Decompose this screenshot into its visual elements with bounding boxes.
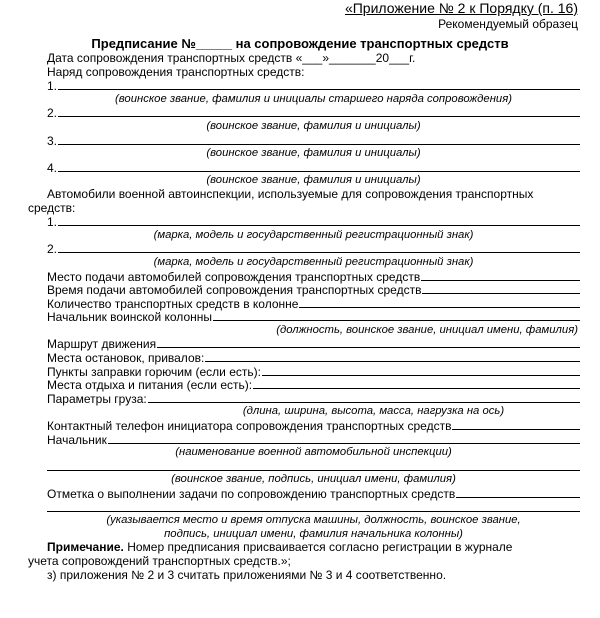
blank-line: [456, 487, 580, 498]
note-label: Примечание.: [47, 540, 124, 555]
mark-blank: [47, 501, 580, 515]
route-field: Маршрут движения: [47, 337, 580, 351]
sign-blank: [47, 460, 580, 474]
vehicles-label-line2: средств:: [28, 200, 76, 215]
note-line1: Примечание. Номер предписания присваивается согласно регистрации в журнале: [47, 540, 513, 555]
vehicles-label-line1: Автомобили военной автоинспекции, используемые для сопровождения транспортных: [47, 186, 534, 201]
blank-line: [205, 351, 580, 362]
cargo-caption: (длина, ширина, высота, масса, нагрузка на ось): [242, 405, 505, 418]
sign-caption: (воинское звание, подпись, инициал имени, фамилия): [171, 473, 456, 486]
stops-field: Места остановок, привалов:: [47, 351, 580, 365]
blank-line: [213, 310, 580, 321]
blank-line: [148, 392, 580, 403]
vehicle-caption-1: (марка, модель и государственный регистрационный знак): [153, 228, 474, 241]
fuel-field: Пункты заправки горючим (если есть):: [47, 365, 580, 379]
note-line2: учета сопровождений транспортных средств.»;: [28, 553, 291, 568]
head-field: Начальник: [47, 433, 580, 447]
escort-label: Наряд сопровождения транспортных средств:: [47, 64, 305, 79]
mark-caption-1: (указывается место и время отпуска машины, должность, воинское звание,: [106, 514, 521, 527]
blank-line: [253, 378, 580, 389]
footer-line: з) приложения № 2 и 3 считать приложениями № 3 и 4 соответственно.: [47, 567, 447, 582]
blank-line: [157, 337, 580, 348]
vehicle-item-2: 2.: [47, 242, 580, 256]
mark-caption-2: подпись, инициал имени, фамилия начальника колонны): [164, 527, 463, 540]
blank-line: [58, 242, 580, 253]
blank-line: [299, 297, 580, 308]
blank-line: [452, 419, 580, 430]
mark-field: Отметка о выполнении задачи по сопровождению транспортных средств: [47, 487, 580, 501]
blank-line: [58, 134, 580, 145]
blank-line: [58, 79, 580, 90]
form-body: [28, 51, 580, 582]
escort-caption-4: (воинское звание, фамилия и инициалы): [206, 174, 421, 187]
date-line: Дата сопровождения транспортных средств «___»_______20___г.: [47, 51, 416, 65]
blank-line: [58, 106, 580, 117]
place-field: Место подачи автомобилей сопровождения транспортных средств: [47, 270, 580, 284]
blank-line: [58, 161, 580, 172]
document-title: Предписание №_____ на сопровождение транспортных средств: [91, 36, 509, 51]
blank-line: [47, 501, 580, 512]
count-field: Количество транспортных средств в колонне: [47, 297, 580, 311]
appendix-header: «Приложение № 2 к Порядку (п. 16): [344, 0, 578, 16]
escort-item-3: 3.: [47, 134, 580, 148]
escort-caption-3: (воинское звание, фамилия и инициалы): [206, 147, 421, 160]
blank-line: [262, 365, 580, 376]
chief-caption: (должность, воинское звание, инициал имени, фамилия): [276, 323, 578, 336]
vehicle-item-1: 1.: [47, 215, 580, 229]
phone-field: Контактный телефон инициатора сопровождения транспортных средств: [47, 419, 580, 433]
blank-line: [47, 460, 580, 471]
recommended-sample-label: Рекомендуемый образец: [438, 17, 578, 31]
blank-line: [58, 215, 580, 226]
head-caption: (наименование военной автомобильной инспекции): [175, 446, 452, 459]
escort-caption-1: (воинское звание, фамилия и инициалы старшего наряда сопровождения): [115, 92, 512, 105]
time-field: Время подачи автомобилей сопровождения транспортных средств: [47, 283, 580, 297]
rest-field: Места отдыха и питания (если есть):: [47, 378, 580, 392]
escort-item-4: 4.: [47, 161, 580, 175]
blank-line: [421, 270, 580, 281]
vehicle-caption-2: (марка, модель и государственный регистрационный знак): [153, 255, 474, 268]
blank-line: [422, 283, 580, 294]
escort-caption-2: (воинское звание, фамилия и инициалы): [206, 119, 421, 132]
escort-item-1: 1.: [47, 79, 580, 93]
cargo-field: Параметры груза:: [47, 392, 580, 406]
chief-field: Начальник воинской колонны: [47, 310, 580, 324]
escort-item-2: 2.: [47, 106, 580, 120]
blank-line: [108, 433, 580, 444]
